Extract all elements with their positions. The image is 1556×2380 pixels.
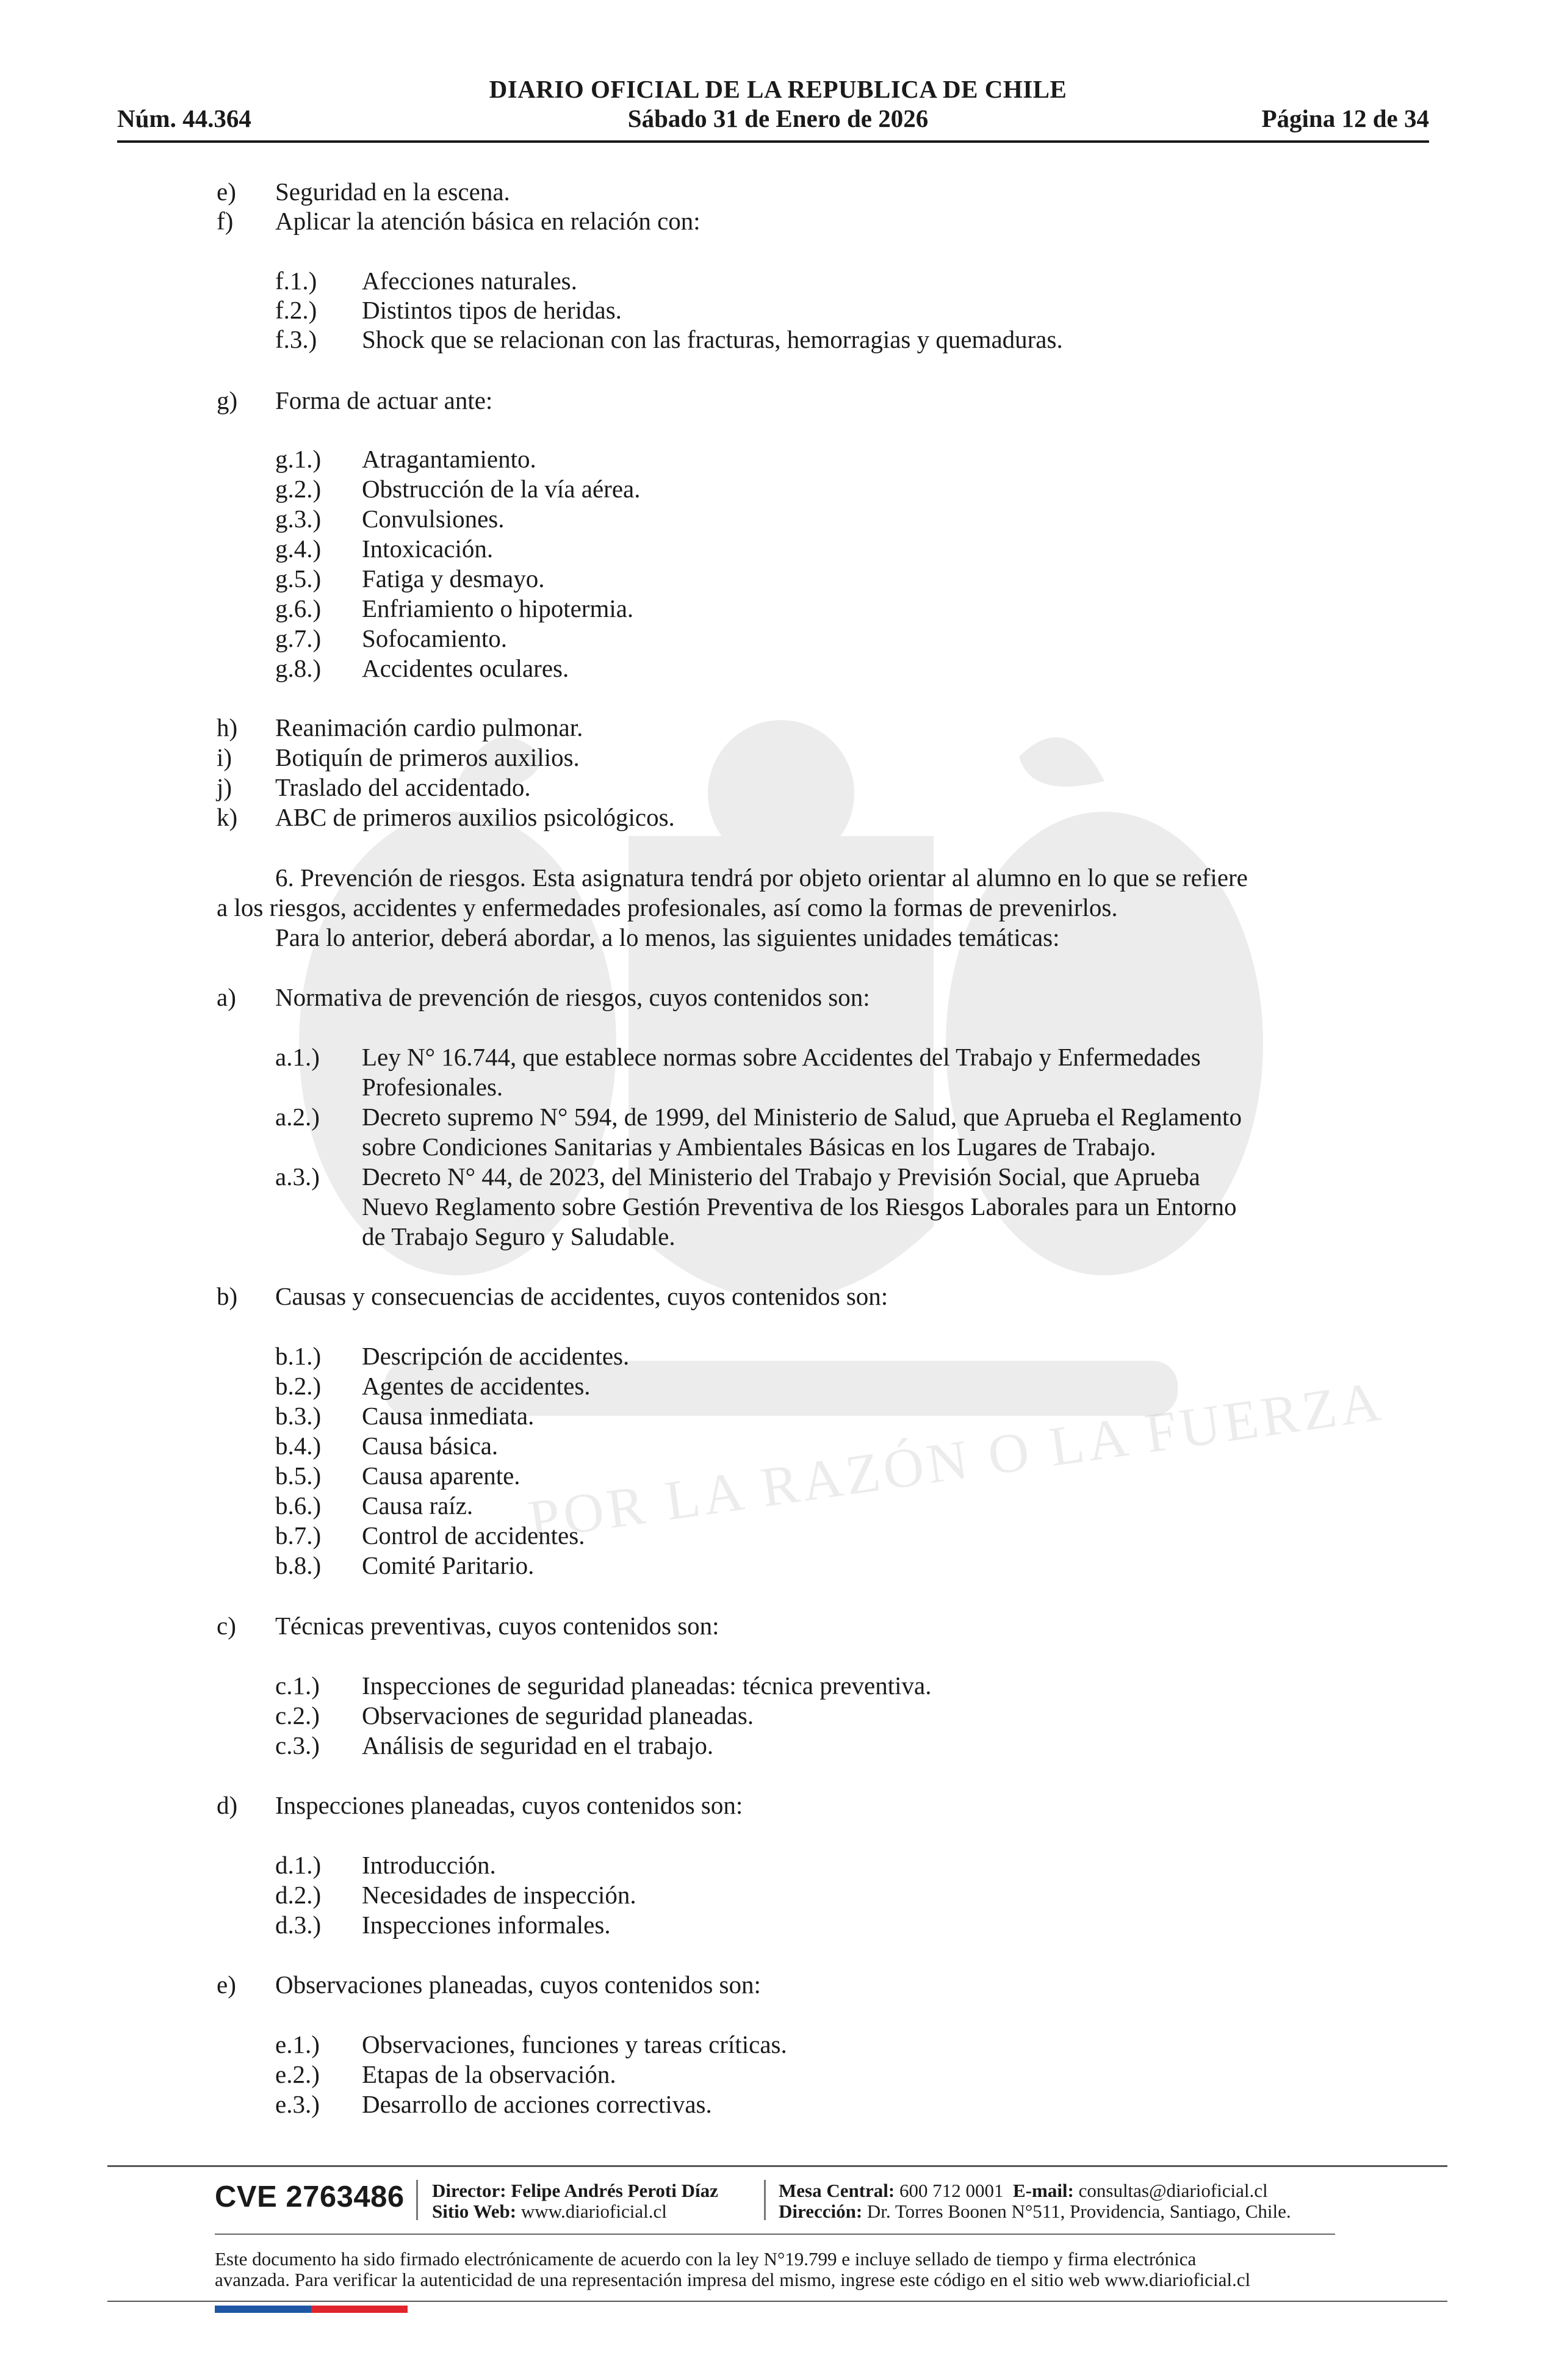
- footer-director: [432, 2180, 718, 2202]
- item-text: Técnicas preventivas, cuyos contenidos son:: [275, 1612, 719, 1640]
- section6-paragraph-line: 6. Prevención de riesgos. Esta asignatura tendrá por objeto orientar al alumno en lo que se refiere: [275, 864, 1248, 892]
- subitem-text: Causa raíz.: [362, 1491, 474, 1520]
- subitem-label: b.4.): [275, 1432, 322, 1460]
- subitem-text: Nuevo Reglamento sobre Gestión Preventiva de los Riesgos Laborales para un Entorno: [362, 1192, 1237, 1221]
- subitem-label: a.2.): [275, 1103, 320, 1131]
- item-text: Observaciones planeadas, cuyos contenidos son:: [275, 1971, 761, 1999]
- subitem-text: Descripción de accidentes.: [362, 1342, 630, 1370]
- item-text: Inspecciones planeadas, cuyos contenidos son:: [275, 1791, 743, 1819]
- item-text: Seguridad en la escena.: [275, 178, 510, 206]
- footer-divider-bottom: [107, 2301, 1447, 2302]
- subitem-text: Introducción.: [362, 1851, 496, 1879]
- subitem-text: Distintos tipos de heridas.: [362, 296, 622, 324]
- subitem-text: Accidentes oculares.: [362, 654, 569, 682]
- header-divider: [117, 140, 1429, 143]
- subitem-text: Decreto N° 44, de 2023, del Ministerio del Trabajo y Previsión Social, que Aprueba: [362, 1163, 1200, 1191]
- subitem-label: f.2.): [275, 296, 317, 324]
- subitem-label: g.2.): [275, 475, 322, 503]
- footer-divider-top: [107, 2165, 1447, 2167]
- item-label: d): [217, 1791, 238, 1819]
- subitem-label: e.2.): [275, 2060, 320, 2088]
- subitem-label: b.1.): [275, 1342, 322, 1370]
- subitem-text: Obstrucción de la vía aérea.: [362, 475, 641, 503]
- cve-code: CVE 2763486: [215, 2180, 405, 2213]
- item-label: g): [217, 386, 238, 414]
- item-label: h): [217, 713, 238, 741]
- subitem-label: a.1.): [275, 1043, 320, 1071]
- footer-contact: [779, 2180, 1268, 2202]
- item-text: Aplicar la atención básica en relación con:: [275, 207, 701, 235]
- subitem-label: g.5.): [275, 564, 322, 593]
- subitem-label: c.1.): [275, 1671, 320, 1700]
- item-text: ABC de primeros auxilios psicológicos.: [275, 803, 675, 831]
- subitem-text: Convulsiones.: [362, 505, 505, 533]
- subitem-text: Causa aparente.: [362, 1462, 520, 1490]
- item-label: e): [217, 178, 236, 206]
- subitem-text: Ley N° 16.744, que establece normas sobre Accidentes del Trabajo y Enfermedades: [362, 1043, 1201, 1071]
- subitem-text: Sofocamiento.: [362, 624, 507, 652]
- subitem-label: b.8.): [275, 1551, 322, 1579]
- item-label: b): [217, 1282, 238, 1310]
- issue-date: Sábado 31 de Enero de 2026: [627, 104, 929, 132]
- phone-label: Mesa Central:: [779, 2180, 895, 2201]
- subitem-text: Atragantamiento.: [362, 445, 536, 473]
- section6-paragraph-line: Para lo anterior, deberá abordar, a lo menos, las siguientes unidades temáticas:: [275, 923, 1060, 951]
- subitem-label: g.3.): [275, 505, 322, 533]
- subitem-text: Profesionales.: [362, 1073, 503, 1101]
- subitem-text: Causa inmediata.: [362, 1402, 535, 1430]
- footer-divider-mid: [215, 2234, 1335, 2235]
- subitem-text: Fatiga y desmayo.: [362, 564, 545, 593]
- subitem-label: b.6.): [275, 1491, 322, 1520]
- item-text: Traslado del accidentado.: [275, 773, 531, 801]
- subitem-text: sobre Condiciones Sanitarias y Ambientales Básicas en los Lugares de Trabajo.: [362, 1133, 1156, 1161]
- subitem-label: g.6.): [275, 594, 322, 622]
- subitem-label: d.1.): [275, 1851, 322, 1879]
- subitem-label: c.2.): [275, 1701, 320, 1729]
- subitem-label: b.3.): [275, 1402, 322, 1430]
- subitem-label: b.2.): [275, 1372, 322, 1400]
- subitem-label: a.3.): [275, 1163, 320, 1191]
- item-text: Causas y consecuencias de accidentes, cuyos contenidos son:: [275, 1282, 888, 1310]
- subitem-text: Afecciones naturales.: [362, 267, 577, 295]
- director-name: Felipe Andrés Peroti Díaz: [511, 2180, 718, 2201]
- section6-paragraph-line: a los riesgos, accidentes y enfermedades profesionales, así como la formas de prevenirlos.: [217, 893, 1118, 921]
- website-label: Sitio Web:: [432, 2201, 517, 2222]
- subitem-text: Desarrollo de acciones correctivas.: [362, 2090, 712, 2118]
- subitem-label: d.2.): [275, 1881, 322, 1909]
- issue-number: Núm. 44.364: [117, 104, 251, 132]
- item-label: f): [217, 207, 234, 235]
- subitem-text: Causa básica.: [362, 1432, 499, 1460]
- subitem-text: Análisis de seguridad en el trabajo.: [362, 1731, 714, 1759]
- subitem-label: e.3.): [275, 2090, 320, 2118]
- footer-address: [779, 2201, 1291, 2223]
- item-text: Forma de actuar ante:: [275, 386, 493, 414]
- subitem-label: g.1.): [275, 445, 322, 473]
- item-text: Botiquín de primeros auxilios.: [275, 743, 580, 771]
- subitem-label: d.3.): [275, 1911, 322, 1939]
- footer-website: [432, 2201, 667, 2223]
- item-text: Reanimación cardio pulmonar.: [275, 713, 583, 741]
- item-label: k): [217, 803, 238, 831]
- footer-separator: [764, 2180, 766, 2220]
- subitem-text: de Trabajo Seguro y Saludable.: [362, 1222, 675, 1250]
- newspaper-title: DIARIO OFICIAL DE LA REPUBLICA DE CHILE: [489, 75, 1067, 103]
- subitem-text: Observaciones, funciones y tareas críticas.: [362, 2030, 787, 2058]
- subitem-text: Control de accidentes.: [362, 1521, 585, 1549]
- subitem-label: b.5.): [275, 1462, 322, 1490]
- item-label: a): [217, 983, 236, 1011]
- subitem-text: Observaciones de seguridad planeadas.: [362, 1701, 754, 1729]
- flag-stripe-blue: [215, 2306, 311, 2313]
- legal-notice-line: avanzada. Para verificar la autenticidad de una representación impresa del mismo, ingrese este código en el sitio web www.diarioficial.cl: [215, 2269, 1251, 2290]
- subitem-text: Decreto supremo N° 594, de 1999, del Ministerio de Salud, que Aprueba el Reglamento: [362, 1103, 1242, 1131]
- subitem-label: f.1.): [275, 267, 317, 295]
- director-label: Director:: [432, 2180, 506, 2201]
- item-label: e): [217, 1971, 236, 1999]
- subitem-text: Agentes de accidentes.: [362, 1372, 591, 1400]
- subitem-label: g.7.): [275, 624, 322, 652]
- address-label: Dirección:: [779, 2201, 863, 2222]
- watermark-motto: POR LA RAZÓN O LA FUERZA: [524, 1369, 1388, 1551]
- subitem-text: Intoxicación.: [362, 535, 494, 563]
- subitem-label: b.7.): [275, 1521, 322, 1549]
- flag-stripe-red: [311, 2306, 408, 2313]
- subitem-label: g.8.): [275, 654, 322, 682]
- email-link[interactable]: consultas@diarioficial.cl: [1078, 2180, 1268, 2201]
- subitem-label: e.1.): [275, 2030, 320, 2058]
- phone-number: 600 712 0001: [899, 2180, 1004, 2201]
- subitem-text: Shock que se relacionan con las fracturas, hemorragias y quemaduras.: [362, 325, 1063, 353]
- website-link[interactable]: www.diarioficial.cl: [520, 2201, 667, 2222]
- subitem-label: g.4.): [275, 535, 322, 563]
- subitem-text: Enfriamiento o hipotermia.: [362, 594, 634, 622]
- subitem-label: c.3.): [275, 1731, 320, 1759]
- subitem-text: Inspecciones informales.: [362, 1911, 611, 1939]
- email-label: E-mail:: [1013, 2180, 1074, 2201]
- subitem-text: Etapas de la observación.: [362, 2060, 616, 2088]
- item-label: c): [217, 1612, 236, 1640]
- page-indicator: Página 12 de 34: [1261, 104, 1429, 132]
- subitem-text: Inspecciones de seguridad planeadas: técnica preventiva.: [362, 1671, 932, 1700]
- item-label: i): [217, 743, 232, 771]
- item-label: j): [217, 773, 232, 801]
- address-text: Dr. Torres Boonen N°511, Providencia, Santiago, Chile.: [866, 2201, 1291, 2222]
- subitem-label: f.3.): [275, 325, 317, 353]
- item-text: Normativa de prevención de riesgos, cuyos contenidos son:: [275, 983, 870, 1011]
- subitem-text: Comité Paritario.: [362, 1551, 535, 1579]
- footer-separator: [416, 2180, 418, 2220]
- subitem-text: Necesidades de inspección.: [362, 1881, 636, 1909]
- legal-notice-line: Este documento ha sido firmado electrónicamente de acuerdo con la ley N°19.799 e incluye sellado de tiempo y firma electrónica: [215, 2248, 1197, 2270]
